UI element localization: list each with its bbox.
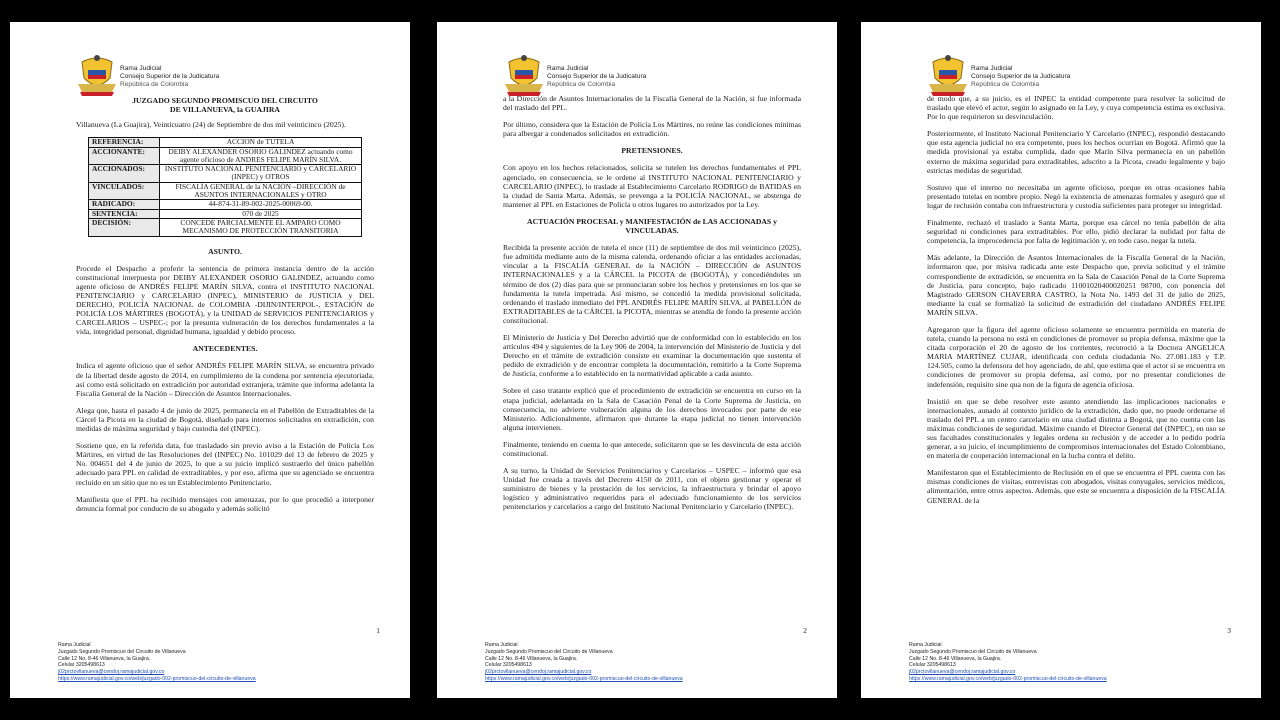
document-page-2 xyxy=(437,22,837,698)
case-info-value: DEIBY ALEXANDER OSORIO GALINDEZ actuando como agente oficioso de ANDRES FELIPE MARÍN SILVA. xyxy=(160,147,362,165)
footer-line: Celular 3205498613 xyxy=(58,662,105,669)
header-line: Consejo Superior de la Judicatura xyxy=(971,73,1071,80)
footer-line: Calle 12 No. 8-46 Villanueva, la Guajira. xyxy=(909,655,1002,662)
institution-name xyxy=(120,65,219,89)
header-line: Consejo Superior de la Judicatura xyxy=(547,73,647,80)
document-page-1 xyxy=(10,22,410,698)
document-date: Villanueva (La Guajira), Veinticuatro (24) de Septiembre de dos mil veinticinco (2025). xyxy=(76,120,346,130)
header-line: Rama Judicial xyxy=(547,65,589,72)
court-title xyxy=(76,96,374,114)
paragraph: Sobre el caso tratante explicó que el procedimiento de extradición se encuentra en curso en la etapa judicial, adelantada en la Sala de Casación Penal de la Corte Suprema de Justicia, en consecuencia, no advierte vulneración alguna de los derechos invocados por parte de ese Ministerio. Adicionalmente, afirmaron que durante la etapa judicial no tienen intervención alguna intervienen. xyxy=(503,386,801,432)
footer-line: Calle 12 No. 8-46 Villanueva, la Guajira. xyxy=(485,655,578,662)
footer-line: Celular 3205498613 xyxy=(909,662,956,669)
footer-email-link[interactable]: j02prctovllanueva@cendoj.ramajudicial.gov.co xyxy=(485,669,592,676)
page-footer xyxy=(58,642,388,683)
paragraph: Sostuvo que el interno no necesitaba un agente oficioso, porque en otras ocasiones había presentado tutelas en nombre propio. Negó la existencia de amenazas formales y aseguró que el lugar de reclusión contaba con infraestructura y custodia suficientes para proteger su integridad. xyxy=(927,182,1225,210)
paragraph: a la Dirección de Asuntos Internacionales de la Fiscalía General de la Nación, si fue informada del traslado del PPL. xyxy=(503,94,801,113)
case-info-value: CONCEDE PARCIALMENTE EL AMPARO COMO MECANISMO DE PROTECCIÓN TRANSITORIA xyxy=(160,218,362,236)
paragraph: A su turno, la Unidad de Servicios Penitenciarios y Carcelarios – USPEC – informó que esa Unidad fue creada a través del Decreto 4150 de 2011, con el objeto gestionar y operar el suministro de bienes y la prestación de los servicios, la infraestructura y brindar el apoyo logístico y administrativo requeridos para el adecuado funcionamiento de los servicios penitenciarios y carcelarios a cargo del Instituto Nacional Penitenciario y Carcelario (INPEC). xyxy=(503,466,801,512)
page-body xyxy=(503,94,801,520)
case-info-key: ACCIONANTE: xyxy=(89,147,160,165)
paragraph: Finalmente, rechazó el traslado a Santa Marta, porque esa cárcel no tenía pabellón de alta seguridad ni condiciones para extraditables. Por ello, pidió declarar la nulidad por falta de competencia, la improcedencia por falta de legitimación y, en todo caso, negar la tutela. xyxy=(927,218,1225,246)
header-line: República de Colombia xyxy=(120,81,189,88)
section-title-asunto: ASUNTO. xyxy=(208,246,242,256)
paragraph: El Ministerio de Justicia y Del Derecho advirtió que de conformidad con lo establecido en los artículos 494 y siguientes de la Ley 906 de 2004, la intervención del Ministerio de Justicia y del Derecho en el trámite de extradición consiste en examinar la documentación que sustenta el pedido de extradición y de encontrar completa la documentación, remitirlo a la Corte Suprema de Justicia, conforme a lo establecido en la normatividad aplicable a cada asunto. xyxy=(503,332,801,379)
page-footer xyxy=(485,642,815,683)
footer-line: Celular 3205498613 xyxy=(485,662,532,669)
page-footer xyxy=(909,642,1239,683)
header-line: República de Colombia xyxy=(971,81,1040,88)
case-info-row xyxy=(89,200,362,209)
page-number: 3 xyxy=(1227,626,1231,635)
case-info-value: ACCION de TUTELA xyxy=(160,138,362,147)
footer-line: Juzgado Segundo Promiscuo del Circuito de Villanueva xyxy=(58,648,186,655)
footer-url-link[interactable]: https://www.ramajudicial.gov.co/web/juzgado-002-promiscuo-del-circuito-de-villanueva xyxy=(485,675,683,682)
paragraph: Agregaron que la figura del agente oficioso solamente se encuentra permitida en materia de tutela, cuando la persona no está en condiciones de promover su propia defensa, máxime que la citada corporación el 20 de agosto de los corrientes, reconoció a la Doctora ANGELICA MARIA MARTÍNEZ CUJAR, identificada con cedula ciudadanía No. 27.081.183 y T.P. 124.505, como la defensora del hoy agenciado, de ahí, que estima que el actor sí se encuentra en condiciones de promover su propia defensa, así como, por no presentar condiciones de indefensión, requisito sine qua non de la figura de agencia oficiosa. xyxy=(927,324,1225,389)
paragraph: de modo que, a su juicio, es el INPEC la entidad competente para resolver la solicitud de traslado que elevó el actor, según lo asignado en la Ley, y cuya competencia estima es exclusiva. Por lo que requirieron su desvinculación. xyxy=(927,94,1225,122)
footer-url-link[interactable]: https://www.ramajudicial.gov.co/web/juzgado-002-promiscuo-del-circuito-de-villanueva xyxy=(909,675,1107,682)
footer-line: Juzgado Segundo Promiscuo del Circuito de Villanueva xyxy=(909,648,1037,655)
case-info-key: ACCIONADOS: xyxy=(89,165,160,183)
case-info-row xyxy=(89,182,362,200)
footer-line: Rama Judicial xyxy=(58,642,91,648)
paragraph: Manifiesta que el PPL ha recibido mensajes con amenazas, por lo que procedió a interponer denuncia formal por conducto de su abogado y además solicitó xyxy=(76,494,374,513)
paragraph: Alega que, hasta el pasado 4 de junio de 2025, permanecía en el Pabellón de Extraditables de la Cárcel la Picota en la ciudad de Bogotá, diseñado para internos solicitados en extradición, con medidas de máxima seguridad y bajo custodia del (INPEC). xyxy=(76,405,374,434)
case-info-key: DECISIÓN: xyxy=(89,218,160,236)
section-title-pretensiones: PRETENSIONES. xyxy=(621,146,683,156)
paragraph: Manifestaron que el Establecimiento de Reclusión en el que se encuentra el PPL cuenta con las mismas condiciones de visitas, entrevistas con abogados, visitas conyugales, servicios médicos, alimentación, entre otros aspectos. Además, que este se encuentra a disposición de la FISCALÍA GENERAL de la xyxy=(927,468,1225,505)
footer-email-link[interactable]: j02prctovllanueva@cendoj.ramajudicial.gov.co xyxy=(909,669,1016,676)
page-body xyxy=(76,96,374,521)
paragraph: Recibida la presente acción de tutela el once (11) de septiembre de dos mil veinticinco (2025), fue admitida mediante auto de la misma calenda, ordenando oficiar a las entidades accionadas, vincular a la FISCALÍA GENERAL de la NACIÓN – DIRECCIÓN de ASUNTOS INTERNACIONALES y a la CÁRCEL la PICOTA de (BOGOTÁ), y concediéndoles un término de dos (2) días para que se pronunciaran sobre los hechos y pretensiones en los que se fundamenta la tutela impetrada. Así mismo, se concedió la medida provisional solicitada, ordenando el traslado inmediato del PPL ANDRÉS FELIPE MARÍN SILVA, al PABELLÓN de EXTRADITABLES de la CÁRCEL la PICOTA, mientras se atendía de fondo la presente acción constitucional. xyxy=(503,243,801,325)
paragraph: Con apoyo en los hechos relacionados, solicita se tutelen los derechos fundamentales el PPL agenciado, en consecuencia, se le ordene al INSTITUTO NACIONAL PENITENCIARIO y CARCELARIO (INPEC), lo traslade al Establecimiento Carcelario RODRIGO de BATIDAS en la ciudad de Santa Marta. Además, se prevenga a la POLICÍA NACIONAL, se abstenga de mantener al PPL en Estaciones de Policía u otros lugares no autorizados por la Ley. xyxy=(503,163,801,209)
case-info-row xyxy=(89,165,362,183)
footer-url-link[interactable]: https://www.ramajudicial.gov.co/web/juzgado-002-promiscuo-del-circuito-de-villanueva xyxy=(58,675,256,682)
footer-email-link[interactable]: j02prctovllanueva@cendoj.ramajudicial.gov.co xyxy=(58,669,165,676)
footer-line: Calle 12 No. 8-46 Villanueva, la Guajira. xyxy=(58,655,151,662)
case-info-row xyxy=(89,218,362,236)
page-body xyxy=(927,94,1225,513)
case-info-key: VINCULADOS: xyxy=(89,182,160,200)
header-line: Consejo Superior de la Judicatura xyxy=(120,73,220,80)
section-title-antecedentes: ANTECEDENTES. xyxy=(192,344,258,354)
section-title-actuacion: ACTUACIÓN PROCESAL y MANIFESTACIÓN de LAS ACCIONADAS y VINCULADAS. xyxy=(527,216,777,236)
paragraph: Por último, considera que la Estación de Policía Los Mártires, no reúne las condiciones mínimas para albergar a condenados solicitados en extradición. xyxy=(503,120,801,139)
footer-line: Rama Judicial xyxy=(909,642,942,648)
court-title-line: DE VILLANUEVA, la GUAJIRA xyxy=(170,105,280,115)
case-info-value: 44-874-31-89-002-2025-00069-00. xyxy=(160,200,362,209)
case-info-table xyxy=(88,137,362,236)
case-info-key: RADICADO: xyxy=(89,200,160,209)
header-line: Rama Judicial xyxy=(120,65,162,72)
header-line: República de Colombia xyxy=(547,81,616,88)
page-number: 2 xyxy=(803,626,807,635)
paragraph: Posteriormente, el Instituto Nacional Penitenciario Y Carcelario (INPEC), respondió destacando que esta agencia judicial no era competente, pues los hechos ocurrían en Bogotá. Afirmó que la medida provisional ya estaba cumplida, dado que Marín Silva permanecía en un pabellón externo de máxima seguridad para extraditables, adscrito a la Picota, creado legalmente y bajo estrictas medidas de seguridad. xyxy=(927,129,1225,175)
case-info-row xyxy=(89,147,362,165)
institution-name xyxy=(971,65,1070,89)
document-page-3 xyxy=(861,22,1261,698)
paragraph: Más adelante, la Dirección de Asuntos Internacionales de la Fiscalía General de la Nación, informaron que, por misiva radicada ante este Despacho que, previa solicitud y el trámite correspondiente de extradición, se encuentra en la Sala de Casación Penal de la Corte Suprema de Justicia, para concepto, bajo radicado 11001020400020251 98700, con ponencia del Magistrado GERSON CHAVERRA CASTRO, la Nota No. 1493 del 31 de julio de 2025, mediante la cual se formalizó la solicitud de extradición del ciudadano ANDRÉS FELIPE MARÍN SILVA. xyxy=(927,253,1225,317)
court-title-line: JUZGADO SEGUNDO PROMISCUO DEL CIRCUITO xyxy=(132,96,318,105)
case-info-value: INSTITUTO NACIONAL PENITENCIARIO y CARCELARIO (INPEC) y OTROS xyxy=(160,165,362,183)
paragraph: Sostiene que, en la referida data, fue trasladado sin previo aviso a la Estación de Policía Los Mártires, en virtud de las Resoluciones del (INPEC) No. 101029 del 13 de febrero de 2025 y No. 004651 del 4 de junio de 2025, lo que a su juicio implicó sustraerlo del único pabellón adecuado para PPL en calidad de extraditables, y por eso, afirma que su agenciado se encuentra recluido en un sitio que no es un Establecimiento Penitenciario. xyxy=(76,441,374,487)
header-line: Rama Judicial xyxy=(971,65,1013,72)
case-info-key: REFERENCIA: xyxy=(89,138,160,147)
case-info-row xyxy=(89,138,362,147)
paragraph: Finalmente, teniendo en cuenta lo que antecede, solicitaron que se les desvincula de esta acción constitucional. xyxy=(503,439,801,458)
case-info-value: FISCALÍA GENERAL de la NACIÓN –DIRECCIÓN de ASUNTOS INTERNACIONALES y OTRO xyxy=(160,182,362,200)
institution-name xyxy=(547,65,646,89)
paragraph: Procede el Despacho a proferir la sentencia de primera instancia dentro de la acción constitucional interpuesta por DEIBY ALEXANDER OSORIO GALINDEZ, actuando como agente oficioso de ANDRÉS FELIPE MARÍN SILVA, contra el INSTITUTO NACIONAL PENITENCIARIO y CARCELARIO (INPEC), MINISTERIO de JUSTICIA y DEL DERECHO, POLICÍA NACIONAL de COLOMBIA -DIJIN/INTERPOL-, ESTACIÓN de POLICÍA LOS MÁRTIRES (BOGOTÁ), y la UNIDAD de SERVICIOS PENITENCIARIOS y CARCELARIOS – USPEC-; por la presunta vulneración de los derechos fundamentales a la vida, integridad personal, dignidad humana, igualdad y debido proceso. xyxy=(76,263,374,337)
paragraph: Insistió en que se debe resolver este asunto atendiendo las implicaciones nacionales e internacionales, aunado al contexto jurídico de la extradición, dado que, no puede ordenarse el traslado del PPL a un centro carcelario en una ciudad distinta a Bogotá, que no cuenta con las máximas condiciones de seguridad. Máxime cuando el Director General del (INPEC), en uso se sus facultades constitucionales y legales ordena su reclusión y de acceder a lo pedido podría generar, a su juicio, el incumplimiento de compromisos internacionales del Estado Colombiano, en materia de cooperación internacional en la lucha contra el delito. xyxy=(927,396,1225,461)
paragraph: Indica el agente oficioso que el señor ANDRÉS FELIPE MARÍN SILVA, se encuentra privado de la libertad desde agosto de 2014, en cumplimiento de la condena por sentencia ejecutoriada, así como está solicitado en extradición por autoridad extranjera, trámite que informa adelanta la Fiscalía General de la Nación – Dirección de Asuntos Internacionales. xyxy=(76,361,374,398)
footer-line: Juzgado Segundo Promiscuo del Circuito de Villanueva xyxy=(485,648,613,655)
case-info-value: 070 de 2025 xyxy=(160,209,362,218)
page-number: 1 xyxy=(376,626,380,635)
case-info-key: SENTENCIA: xyxy=(89,209,160,218)
footer-line: Rama Judicial xyxy=(485,642,518,648)
